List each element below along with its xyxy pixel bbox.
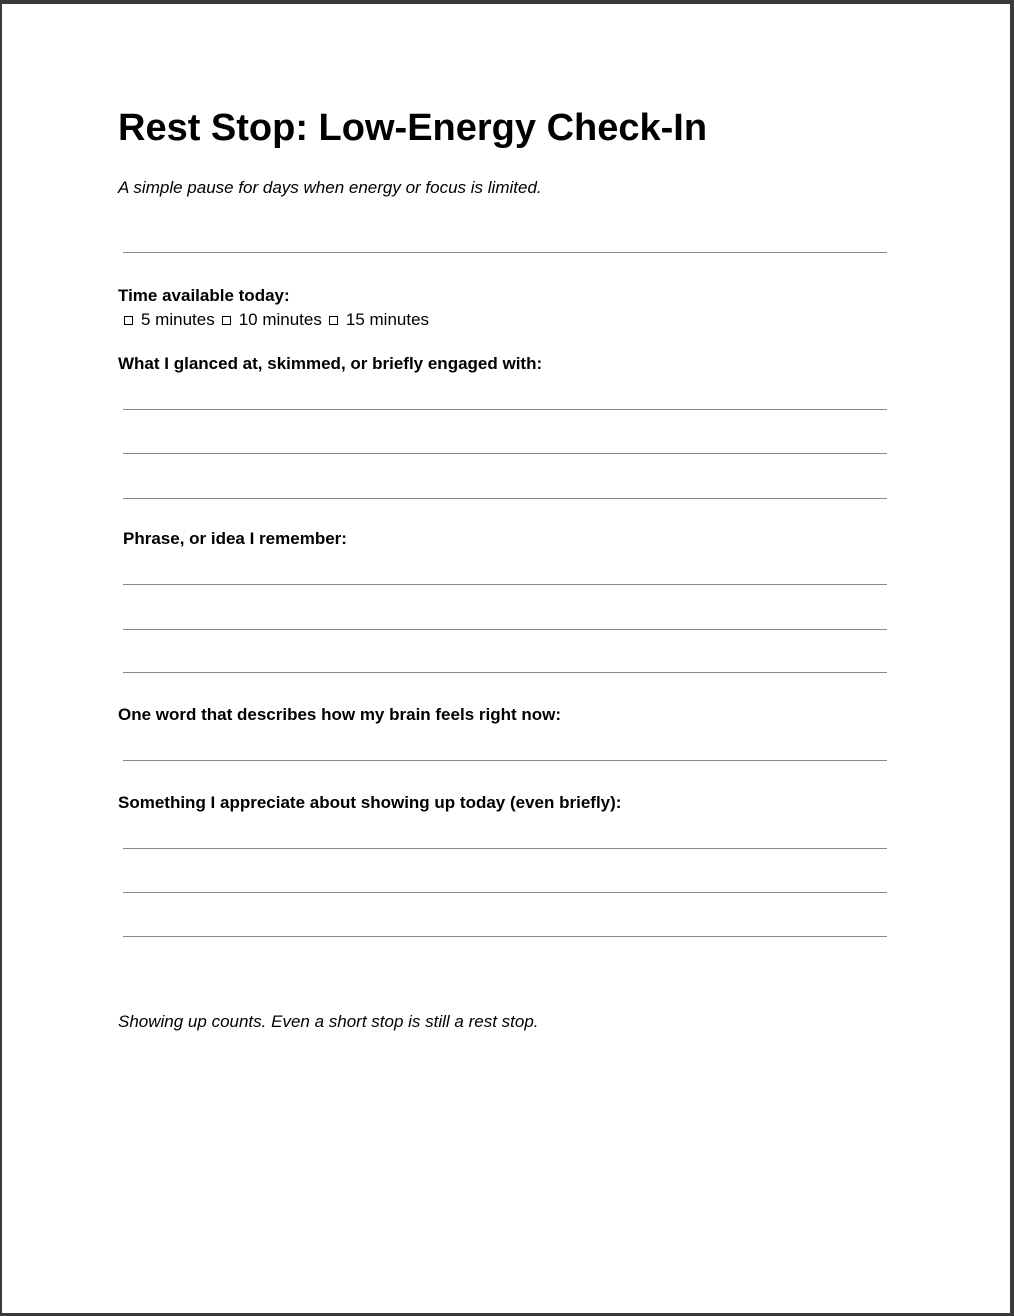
time-option-15[interactable] [329, 309, 429, 331]
time-option-label: 10 minutes [238, 310, 322, 329]
appreciate-label: Something I appreciate about showing up today (even briefly): [118, 793, 622, 812]
phrase-write-line[interactable] [123, 584, 887, 585]
glanced-at-label: What I glanced at, skimmed, or briefly engaged with: [118, 354, 543, 373]
phrase-remember-label: Phrase, or idea I remember: [123, 529, 347, 548]
time-available-label: Time available today: [118, 286, 290, 305]
phrase-write-line[interactable] [123, 629, 887, 630]
header-divider [123, 252, 887, 253]
brain-word-write-line[interactable] [123, 760, 887, 761]
glanced-at-write-line[interactable] [123, 498, 887, 499]
time-options [124, 309, 436, 331]
checkbox-icon[interactable] [329, 316, 338, 325]
page-subtitle: A simple pause for days when energy or focus is limited. [118, 178, 542, 197]
appreciate-write-line[interactable] [123, 936, 887, 937]
time-option-label: 5 minutes [141, 310, 215, 329]
appreciate-write-line[interactable] [123, 848, 887, 849]
glanced-at-write-line[interactable] [123, 409, 887, 410]
page-title: Rest Stop: Low-Energy Check-In [118, 107, 708, 149]
glanced-at-write-line[interactable] [123, 453, 887, 454]
time-option-5[interactable] [124, 309, 215, 331]
closing-note: Showing up counts. Even a short stop is still a rest stop. [118, 1012, 539, 1031]
time-option-10[interactable] [222, 309, 322, 331]
phrase-write-line[interactable] [123, 672, 887, 673]
checkbox-icon[interactable] [124, 316, 133, 325]
checkbox-icon[interactable] [222, 316, 231, 325]
appreciate-write-line[interactable] [123, 892, 887, 893]
time-option-label: 15 minutes [345, 310, 430, 329]
brain-word-label: One word that describes how my brain feels right now: [118, 705, 562, 724]
